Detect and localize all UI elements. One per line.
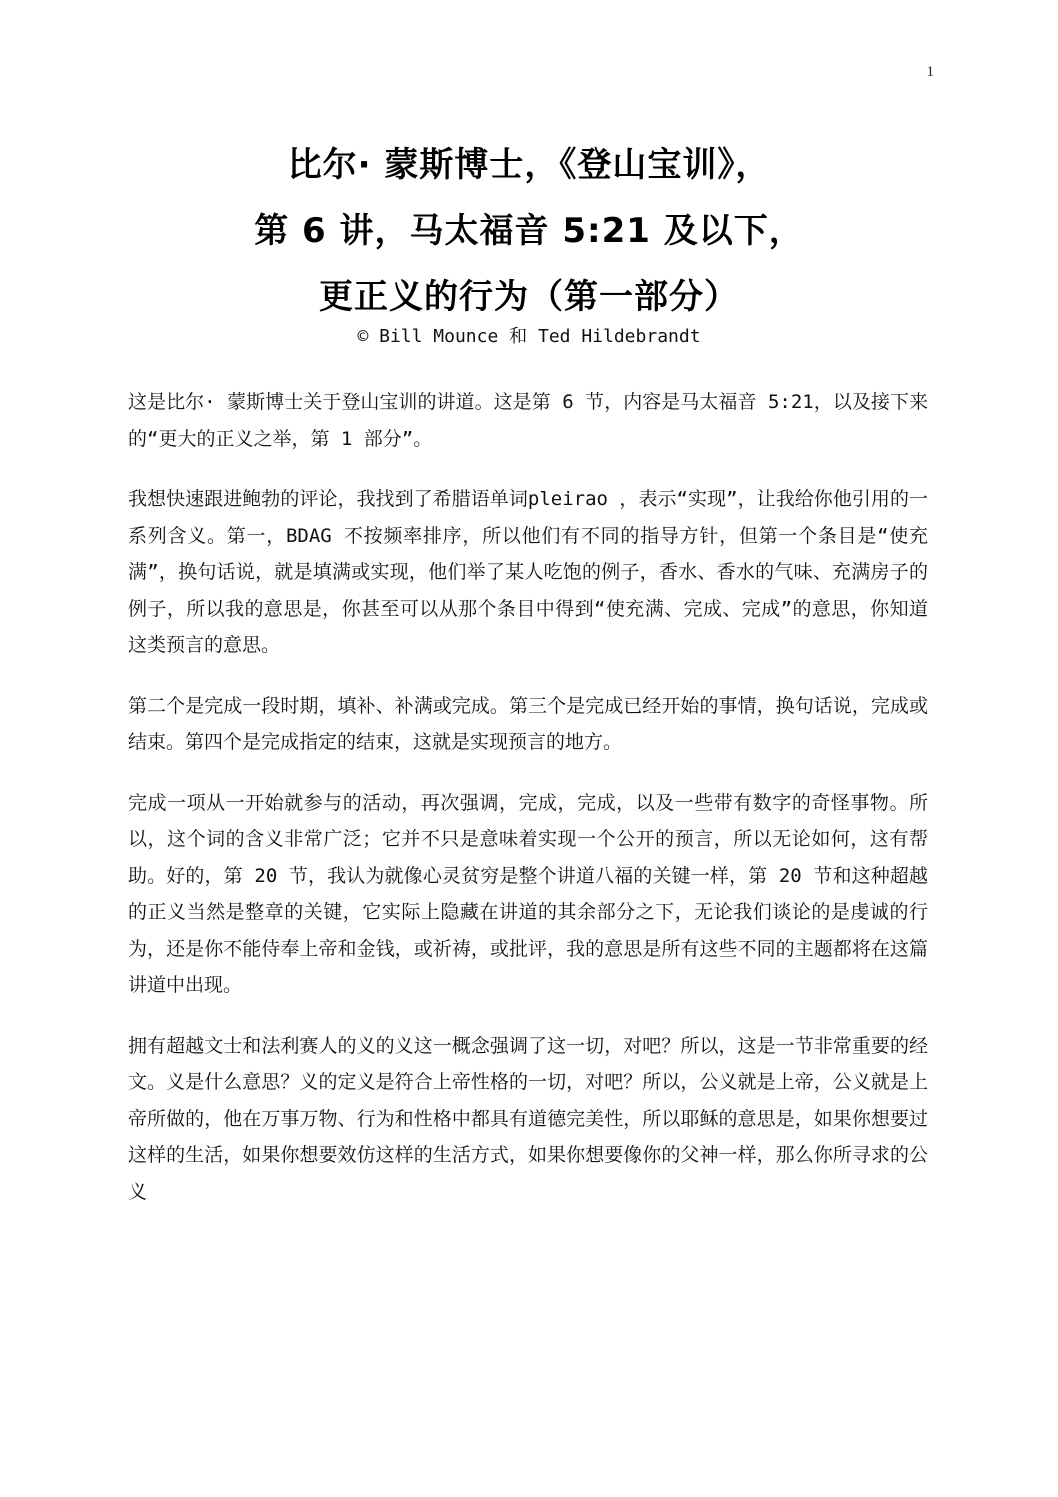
paragraph-second-meaning: 第二个是完成一段时期，填补、补满或完成。第三个是完成已经开始的事情，换句话说，完成或结束。第四个是完成指定的结束，这就是实现预言的地方。 <box>128 694 928 753</box>
title-line-2: 第 6 讲，马太福音 5:21 及以下， <box>254 211 804 251</box>
copyright-line: © Bill Mounce 和 Ted Hildebrandt <box>357 326 701 347</box>
title-line-3: 更正义的行为（第一部分） <box>319 277 739 317</box>
paragraph-verse-20: 完成一项从一开始就参与的活动，再次强调，完成，完成，以及一些带有数字的奇怪事物。所以，这个词的含义非常广泛；它并不只是意味着实现一个公开的预言，所以无论如何，这有帮助。好的，第 20 节，我认为就像心灵贫穷是整个讲道八福的关键一样，第 20 节和这种超越的正义当然是整章的关键，它实际上隐藏在讲道的其余部分之下，无论我们谈论的是虔诚的行为，还是你不能侍奉上帝和金钱，或祈祷，或批评，我的意思是所有这些不同的主题都将在这篇讲道中出现。 <box>128 791 928 996</box>
paragraph-pleirao: 我想快速跟进鲍勃的评论，我找到了希腊语单词pleirao ，表示“实现”，让我给你他引用的一系列含义。第一，BDAG 不按频率排序，所以他们有不同的指导方针，但第一个条目是“使充满”，换句话说，就是填满或实现，他们举了某人吃饱的例子，香水、香水的气味、充满房子的例子，所以我的意思是，你甚至可以从那个条目中得到“使充满、完成、完成”的意思，你知道这类预言的意思。 <box>128 488 928 656</box>
document-body <box>128 384 928 1234</box>
title-line-1: 比尔· 蒙斯博士，《登山宝训》， <box>287 145 771 185</box>
paragraph-intro: 这是比尔· 蒙斯博士关于登山宝训的讲道。这是第 6 节，内容是马太福音 5:21，以及接下来的“更大的正义之举，第 1 部分”。 <box>128 391 928 450</box>
paragraph-righteousness: 拥有超越文士和法利赛人的义的义这一概念强调了这一切，对吧？所以，这是一节非常重要的经文。义是什么意思？义的定义是符合上帝性格的一切，对吧？所以，公义就是上帝，公义就是上帝所做的，他在万事万物、行为和性格中都具有道德完美性，所以耶稣的意思是，如果你想要过这样的生活，如果你想要效仿这样的生活方式，如果你想要像你的父神一样，那么你所寻求的公义 <box>128 1034 928 1203</box>
title-block <box>0 132 1058 350</box>
page-number: 1 <box>926 64 934 80</box>
